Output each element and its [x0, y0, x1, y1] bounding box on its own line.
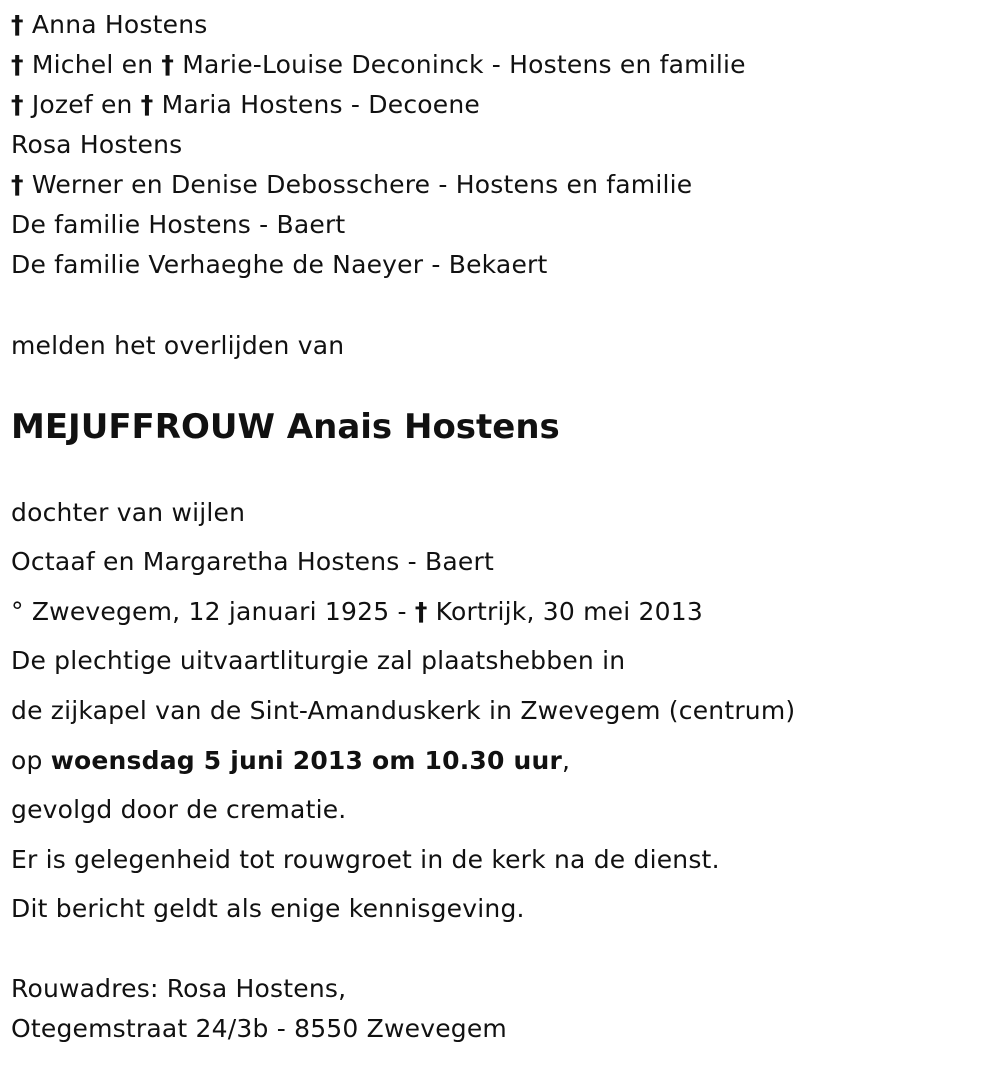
funeral-line-1: De plechtige uitvaartliturgie zal plaatshebben in — [11, 646, 626, 675]
family-line-text: De familie Verhaeghe de Naeyer - Bekaert — [11, 250, 548, 279]
cross-icon: † — [11, 90, 24, 119]
family-line-3 — [11, 89, 480, 121]
funeral-date-line — [11, 745, 570, 777]
family-line-2 — [11, 49, 746, 81]
family-line-text: De familie Hostens - Baert — [11, 210, 346, 239]
birth-icon: ° — [11, 597, 24, 626]
announcement: melden het overlijden van — [11, 331, 345, 360]
cross-icon: † — [11, 50, 24, 79]
condolence-line: Er is gelegenheid tot rouwgroet in de kerk na de dienst. — [11, 845, 720, 874]
family-line-text: Anna Hostens — [31, 10, 208, 39]
family-line-5 — [11, 169, 692, 201]
family-line-text: Maria Hostens - Decoene — [161, 90, 480, 119]
address-line-1: Rouwadres: Rosa Hostens, — [11, 974, 347, 1003]
parents-names: Octaaf en Margaretha Hostens - Baert — [11, 547, 494, 576]
death-text: Kortrijk, 30 mei 2013 — [427, 597, 703, 626]
funeral-line-2: de zijkapel van de Sint-Amanduskerk in Zwevegem (centrum) — [11, 696, 796, 725]
cremation-line: gevolgd door de crematie. — [11, 795, 347, 824]
cross-icon: † — [11, 10, 24, 39]
family-line-4 — [11, 129, 182, 161]
family-line-1 — [11, 9, 208, 41]
deceased-name: MEJUFFROUW Anais Hostens — [11, 407, 560, 447]
family-line-text: Jozef en — [31, 90, 141, 119]
birth-death-line — [11, 596, 703, 628]
birth-text: Zwevegem, 12 januari 1925 - — [23, 597, 415, 626]
funeral-suffix: , — [562, 746, 571, 775]
cross-icon: † — [161, 50, 175, 79]
family-line-text: Marie-Louise Deconinck - Hostens en familie — [182, 50, 746, 79]
family-line-7 — [11, 249, 548, 281]
cross-icon: † — [140, 90, 154, 119]
family-line-text: Werner en Denise Debosschere - Hostens en familie — [31, 170, 693, 199]
cross-icon: † — [11, 170, 24, 199]
funeral-prefix: op — [11, 746, 51, 775]
family-line-text: Rosa Hostens — [11, 130, 183, 159]
notice-line: Dit bericht geldt als enige kennisgeving. — [11, 894, 525, 923]
address-line-2: Otegemstraat 24/3b - 8550 Zwevegem — [11, 1014, 507, 1043]
funeral-date: woensdag 5 juni 2013 om 10.30 uur — [50, 746, 563, 775]
family-line-text: Michel en — [31, 50, 162, 79]
family-line-6 — [11, 209, 345, 241]
parents-intro: dochter van wijlen — [11, 498, 246, 527]
cross-icon: † — [414, 597, 428, 626]
